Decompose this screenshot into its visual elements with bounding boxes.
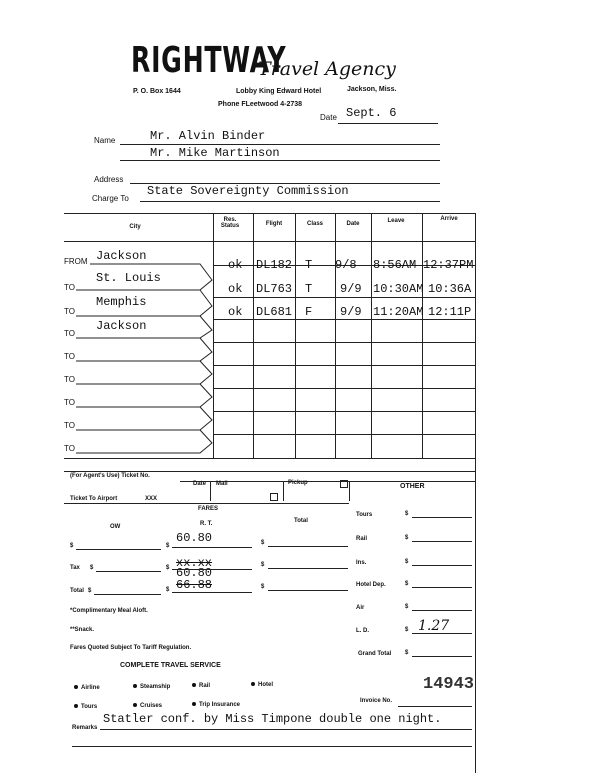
total-total-dollar: $ xyxy=(261,584,265,590)
city-to-2: Memphis xyxy=(96,295,147,309)
complete-service: COMPLETE TRAVEL SERVICE xyxy=(120,662,221,669)
arrive-3: 12:11P xyxy=(428,305,472,319)
remarks-value: Statler conf. by Miss Timpone double one night. xyxy=(103,712,442,726)
col-res-status: Res. Status xyxy=(220,217,240,229)
charge-label: Charge To xyxy=(92,194,129,203)
other-grand-total: Grand Total xyxy=(358,651,392,657)
row-label-to: TO xyxy=(64,352,75,361)
pickup-checkbox xyxy=(340,480,348,488)
total-heading: Total xyxy=(294,518,308,524)
service-tours: Tours xyxy=(74,704,97,710)
status-2: ok xyxy=(228,282,243,296)
other-hotel: Hotel Dep. xyxy=(356,582,386,588)
date-1: 9/8 xyxy=(335,258,357,272)
row-label-to: TO xyxy=(64,329,75,338)
row-label-to: TO xyxy=(64,307,75,316)
other-ld: L. D. xyxy=(356,628,369,634)
arrive-2: 10:36A xyxy=(428,282,472,296)
flight-2: DL763 xyxy=(256,282,293,296)
other-ins-dollar: $ xyxy=(405,559,409,565)
service-rail: Rail xyxy=(192,683,210,689)
other-rail: Rail xyxy=(356,536,368,542)
brand-logo: RIGHTWAY xyxy=(131,40,287,81)
rt-fare: 60.80 xyxy=(176,531,213,545)
rt-heading: R. T. xyxy=(200,521,213,527)
flight-1: DL182 xyxy=(256,258,293,272)
class-1: T xyxy=(305,258,313,272)
tax-total-dollar: $ xyxy=(261,562,265,568)
total-rt-dollar: $ xyxy=(166,587,170,593)
row-label-to: TO xyxy=(64,398,75,407)
pickup-label: Pickup xyxy=(288,480,308,486)
col-city: City xyxy=(129,224,141,230)
col-class: Class xyxy=(306,221,323,227)
other-tours-dollar: $ xyxy=(405,511,409,517)
row-label-to: TO xyxy=(64,444,75,453)
flight-3: DL681 xyxy=(256,305,293,319)
ticket-airport-mark: XXX xyxy=(145,496,158,502)
city-address: Jackson, Miss. xyxy=(347,86,397,93)
snack-note: **Snack. xyxy=(70,627,95,633)
other-grand-total-dollar: $ xyxy=(405,650,409,656)
date-3: 9/9 xyxy=(340,305,362,319)
tax-struck: xx.xx xyxy=(176,556,213,570)
row-label-to: TO xyxy=(64,283,75,292)
city-from: Jackson xyxy=(96,249,147,263)
date-value: Sept. 6 xyxy=(346,106,397,120)
name-line-2: Mr. Mike Martinson xyxy=(150,146,280,160)
city-to-1: St. Louis xyxy=(96,271,161,285)
other-ld-dollar: $ xyxy=(405,627,409,633)
invoice-number: 14943 xyxy=(423,675,475,694)
charge-value: State Sovereignty Commission xyxy=(147,184,349,198)
tax-dollar: $ xyxy=(90,565,94,571)
meal-note: *Complimentary Meal Aloft. xyxy=(70,608,148,614)
leave-3: 11:20AM xyxy=(373,305,424,319)
tax-value: 60.80 xyxy=(176,566,213,580)
other-air: Air xyxy=(356,605,365,611)
ow-dollar: $ xyxy=(70,543,74,549)
status-1: ok xyxy=(228,258,243,272)
arrive-1: 12:37PM xyxy=(423,258,474,272)
date-small-label: Date xyxy=(193,481,207,487)
hotel-address: Lobby King Edward Hotel xyxy=(236,88,322,95)
other-hotel-dollar: $ xyxy=(405,581,409,587)
fares-heading: FARES xyxy=(198,506,219,512)
po-box: P. O. Box 1644 xyxy=(133,88,181,95)
row-label-to: TO xyxy=(64,375,75,384)
leave-1: 8:56AM xyxy=(373,258,417,272)
address-label: Address xyxy=(94,175,124,184)
total-dollar: $ xyxy=(261,540,265,546)
service-trip-insurance: Trip Insurance xyxy=(192,702,240,708)
service-hotel: Hotel xyxy=(251,682,273,688)
service-cruises: Cruises xyxy=(133,703,162,709)
other-tours: Tours xyxy=(356,512,373,518)
col-date: Date xyxy=(346,221,360,227)
total-struck: 66.88 xyxy=(176,578,213,592)
tax-label: Tax xyxy=(70,565,80,571)
col-flight: Flight xyxy=(265,221,283,227)
other-ins: Ins. xyxy=(356,560,367,566)
tariff-note: Fares Quoted Subject To Tariff Regulation. xyxy=(70,645,192,651)
mail-label: Mail xyxy=(216,481,228,487)
row-label-from: FROM xyxy=(64,257,88,266)
ticket-airport-label: Ticket To Airport xyxy=(70,496,118,502)
name-line-1: Mr. Alvin Binder xyxy=(150,129,266,143)
row-label-to: TO xyxy=(64,421,75,430)
other-rail-dollar: $ xyxy=(405,535,409,541)
rt-dollar: $ xyxy=(166,543,170,549)
total-row-label: Total xyxy=(70,588,84,594)
ow-heading: OW xyxy=(110,524,121,530)
mail-checkbox xyxy=(270,493,278,501)
class-3: F xyxy=(305,305,313,319)
tax-rt-dollar: $ xyxy=(166,565,170,571)
other-air-dollar: $ xyxy=(405,604,409,610)
service-steamship: Steamship xyxy=(133,684,170,690)
remarks-label: Remarks xyxy=(72,725,98,731)
name-label: Name xyxy=(94,136,116,145)
agency-tagline: Travel Agency xyxy=(258,58,396,80)
class-2: T xyxy=(305,282,313,296)
city-to-3: Jackson xyxy=(96,319,147,333)
other-heading: OTHER xyxy=(400,483,425,490)
total-row-dollar: $ xyxy=(88,588,92,594)
invoice-label: Invoice No. xyxy=(360,698,393,704)
phone: Phone FLeetwood 4-2738 xyxy=(218,101,303,108)
leave-2: 10:30AM xyxy=(373,282,424,296)
other-ld-value: 1.27 xyxy=(418,618,450,634)
date-label: Date xyxy=(320,113,337,122)
agent-use-label: (For Agent's Use) Ticket No. xyxy=(70,473,150,479)
col-arrive: Arrive xyxy=(440,216,458,222)
status-3: ok xyxy=(228,305,243,319)
service-airline: Airline xyxy=(74,685,100,691)
date-2: 9/9 xyxy=(340,282,362,296)
col-leave: Leave xyxy=(387,218,405,224)
